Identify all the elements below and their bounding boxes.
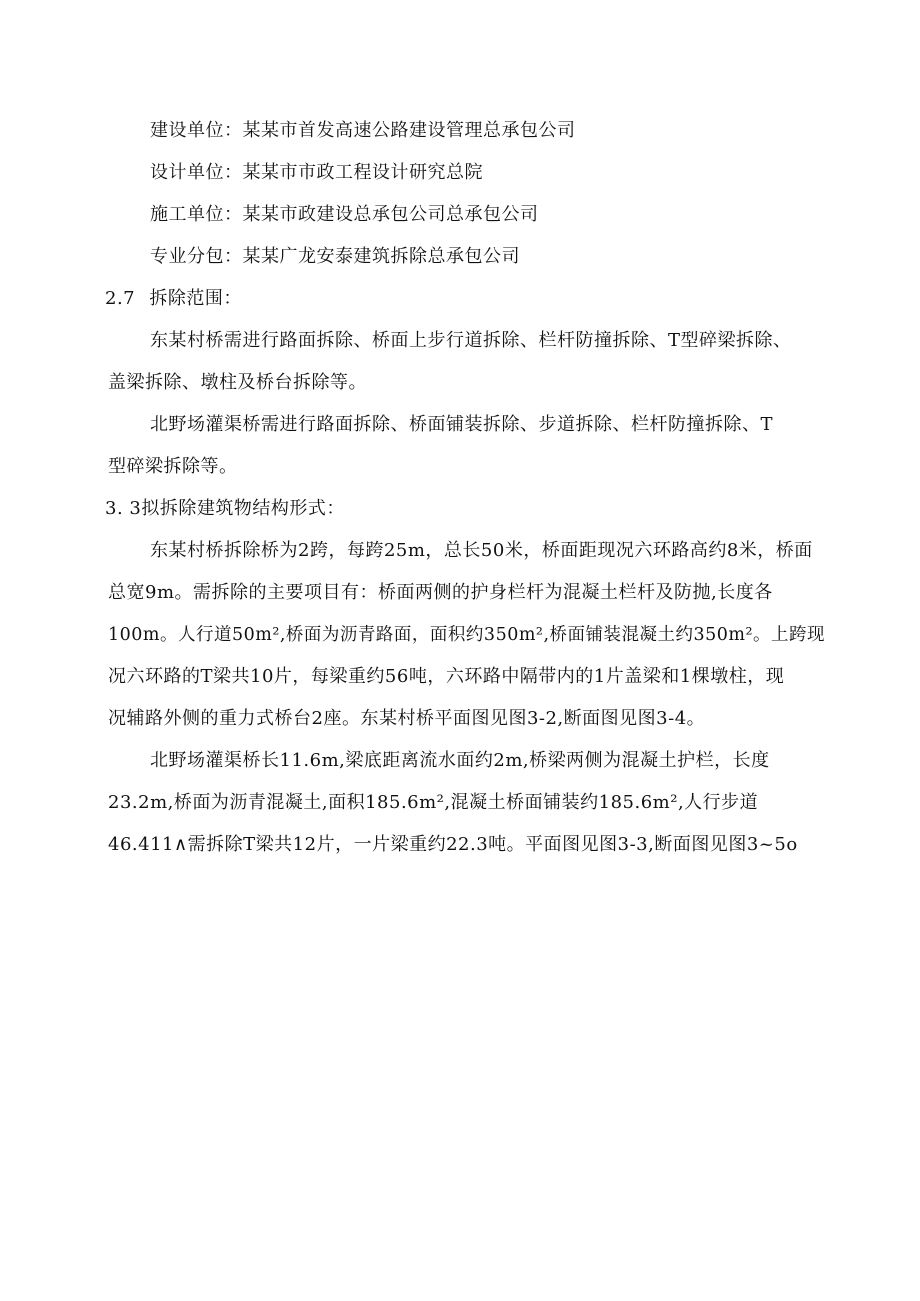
structure-paragraph-2-line-2: 23.2m,桥面为沥青混凝土,面积185.6m²,混凝土桥面铺装约185.6m²,人行步道 — [108, 792, 759, 813]
section-heading-3-3 — [105, 496, 345, 522]
scope-paragraph-2-line-2: 型碎梁拆除等。 — [108, 456, 238, 477]
section-number: 3. 3 — [105, 498, 142, 519]
party-design-unit: 设计单位：某某市市政工程设计研究总院 — [150, 162, 483, 183]
section-number: 2.7 — [105, 288, 136, 309]
section-title: 拆除范围： — [149, 288, 242, 309]
scope-paragraph-1-line-1: 东某村桥需进行路面拆除、桥面上步行道拆除、栏杆防撞拆除、T型碎梁拆除、 — [150, 330, 792, 351]
party-construction-unit: 建设单位：某某市首发高速公路建设管理总承包公司 — [150, 120, 576, 141]
structure-paragraph-2-line-3: 46.411∧需拆除T梁共12片，一片梁重约22.3吨。平面图见图3-3,断面图见图3~5o — [108, 834, 798, 855]
structure-paragraph-1-line-2: 总宽9m。需拆除的主要项目有：桥面两侧的护身栏杆为混凝土栏杆及防抛,长度各 — [108, 582, 773, 603]
structure-paragraph-1-line-3: 100m。人行道50m²,桥面为沥青路面，面积约350m²,桥面铺装混凝土约350m²。上跨现 — [108, 625, 826, 645]
scope-paragraph-2-line-1: 北野场灌渠桥需进行路面拆除、桥面铺装拆除、步道拆除、栏杆防撞拆除、T — [150, 414, 774, 435]
structure-paragraph-1-line-5: 况辅路外侧的重力式桥台2座。东某村桥平面图见图3-2,断面图见图3-4。 — [108, 708, 706, 729]
party-subcontractor: 专业分包：某某广龙安泰建筑拆除总承包公司 — [150, 246, 520, 267]
party-contractor-unit: 施工单位：某某市政建设总承包公司总承包公司 — [150, 204, 539, 225]
section-heading-2-7 — [105, 286, 242, 312]
structure-paragraph-2-line-1: 北野场灌渠桥长11.6m,梁底距离流水面约2m,桥梁两侧为混凝土护栏，长度 — [150, 750, 770, 771]
section-title: 拟拆除建筑物结构形式： — [141, 498, 345, 519]
scope-paragraph-1-line-2: 盖梁拆除、墩柱及桥台拆除等。 — [108, 372, 367, 393]
structure-paragraph-1-line-4: 况六环路的T梁共10片，每梁重约56吨，六环路中隔带内的1片盖梁和1棵墩柱，现 — [108, 666, 785, 687]
structure-paragraph-1-line-1: 东某村桥拆除桥为2跨，每跨25m，总长50米，桥面距现况六环路高约8米，桥面 — [150, 540, 813, 561]
